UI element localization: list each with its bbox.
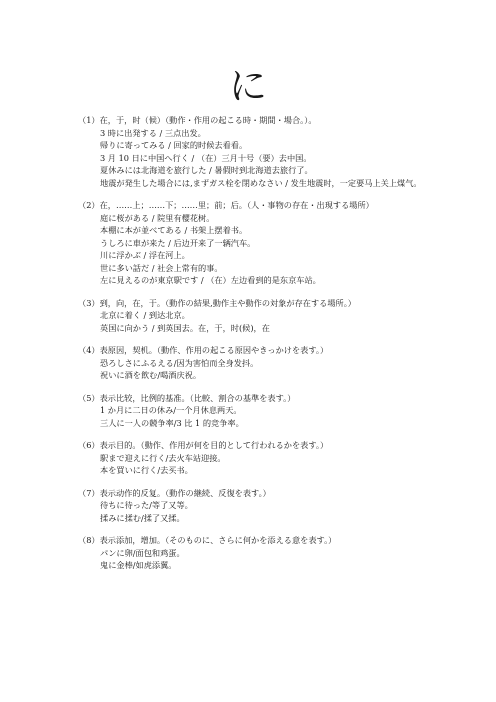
entry-5 [78,392,478,430]
example-line: 北京に着く / 到达北京。 [100,310,190,320]
example-line: 本棚に本が並べてある / 书架上摆着书。 [100,225,248,235]
entry-heading: （5）表示比较，比例的基准。（比較、割合の基準を表す。） [78,392,296,403]
entry-heading: （7）表示动作的反复。（動作の継続、反復を表す。） [78,487,271,498]
example-line: 夏休みには北海道を旅行した / 暑假时到北海道去旅行了。 [100,165,313,175]
entry-list [78,114,478,582]
page-title: に [228,64,267,108]
example-line: 3 時に出発する / 三点出发。 [100,127,206,138]
example-line: 祝いに酒を飲む/喝酒庆祝。 [100,370,202,380]
example-line: 待ちに待った/等了又等。 [100,500,193,510]
example-line: パンに卵/面包和鸡蛋。 [100,547,185,558]
entry-2 [78,199,478,287]
entry-heading: （6）表示目的。（動作、作用が何を目的として行われるかを表す。） [78,440,329,450]
entry-heading: （4）表原因，契机。（動作、作用の起こる原因やきっかけを表す。） [78,345,329,355]
example-line: 左に見えるのが東京駅です / （在）左边看到的是东京车站。 [100,275,321,285]
example-line: 庭に桜がある / 院里有樱花树。 [100,212,215,223]
example-line: 駅まで迎えに行く/去火车站迎接。 [100,452,226,463]
entry-heading: （8）表示添加，增加。（そのものに、さらに何かを添える意を表す。） [78,535,337,545]
example-line: 帰りに寄ってみる / 回家的时候去看看。 [100,140,248,150]
example-line: 1 か月に二日の休み/一个月休息两天。 [100,405,242,415]
entry-6 [78,439,478,477]
entry-heading: （3）到，向，在，于。（動作の結果,動作主や動作の対象が存在する場所。） [78,297,356,308]
example-line: 英国に向かう / 到英国去。在，于，时(候)，在 [100,322,270,333]
example-line: 川に浮かぶ / 浮在河上。 [100,250,190,260]
example-line: 世に多い話だ / 社会上常有的事。 [100,262,223,273]
entry-7 [78,487,478,525]
example-line: 地震が発生した場合には,まずガス栓を閉めなさい / 发生地震时，一定要马上关上煤气。 [100,177,422,188]
example-line: 3 月 10 日に中国へ行く / （在）三月十号（要）去中国。 [100,152,312,163]
example-line: 揉みに揉む/揉了又揉。 [100,512,185,523]
example-line: 恐ろしさにふるえる/因为害怕而全身发抖。 [100,357,259,368]
entry-4 [78,344,478,382]
entry-8 [78,534,478,572]
example-line: 本を買いに行く/去买书。 [100,465,193,475]
example-line: 三人に一人の競争率/3 比 1 的竞争率。 [100,417,244,428]
example-line: 鬼に金棒/如虎添翼。 [100,560,177,570]
entry-1 [78,114,478,189]
entry-heading: （2）在，……上；……下；……里；前；后。（人・事物の存在・出現する場所） [78,200,374,210]
entry-3 [78,297,478,335]
example-line: うしろに車が来た / 后边开来了一辆汽车。 [100,237,256,248]
entry-heading: （1）在，于，时（候）（動作・作用の起こる時・期間・場合。）。 [78,115,317,125]
